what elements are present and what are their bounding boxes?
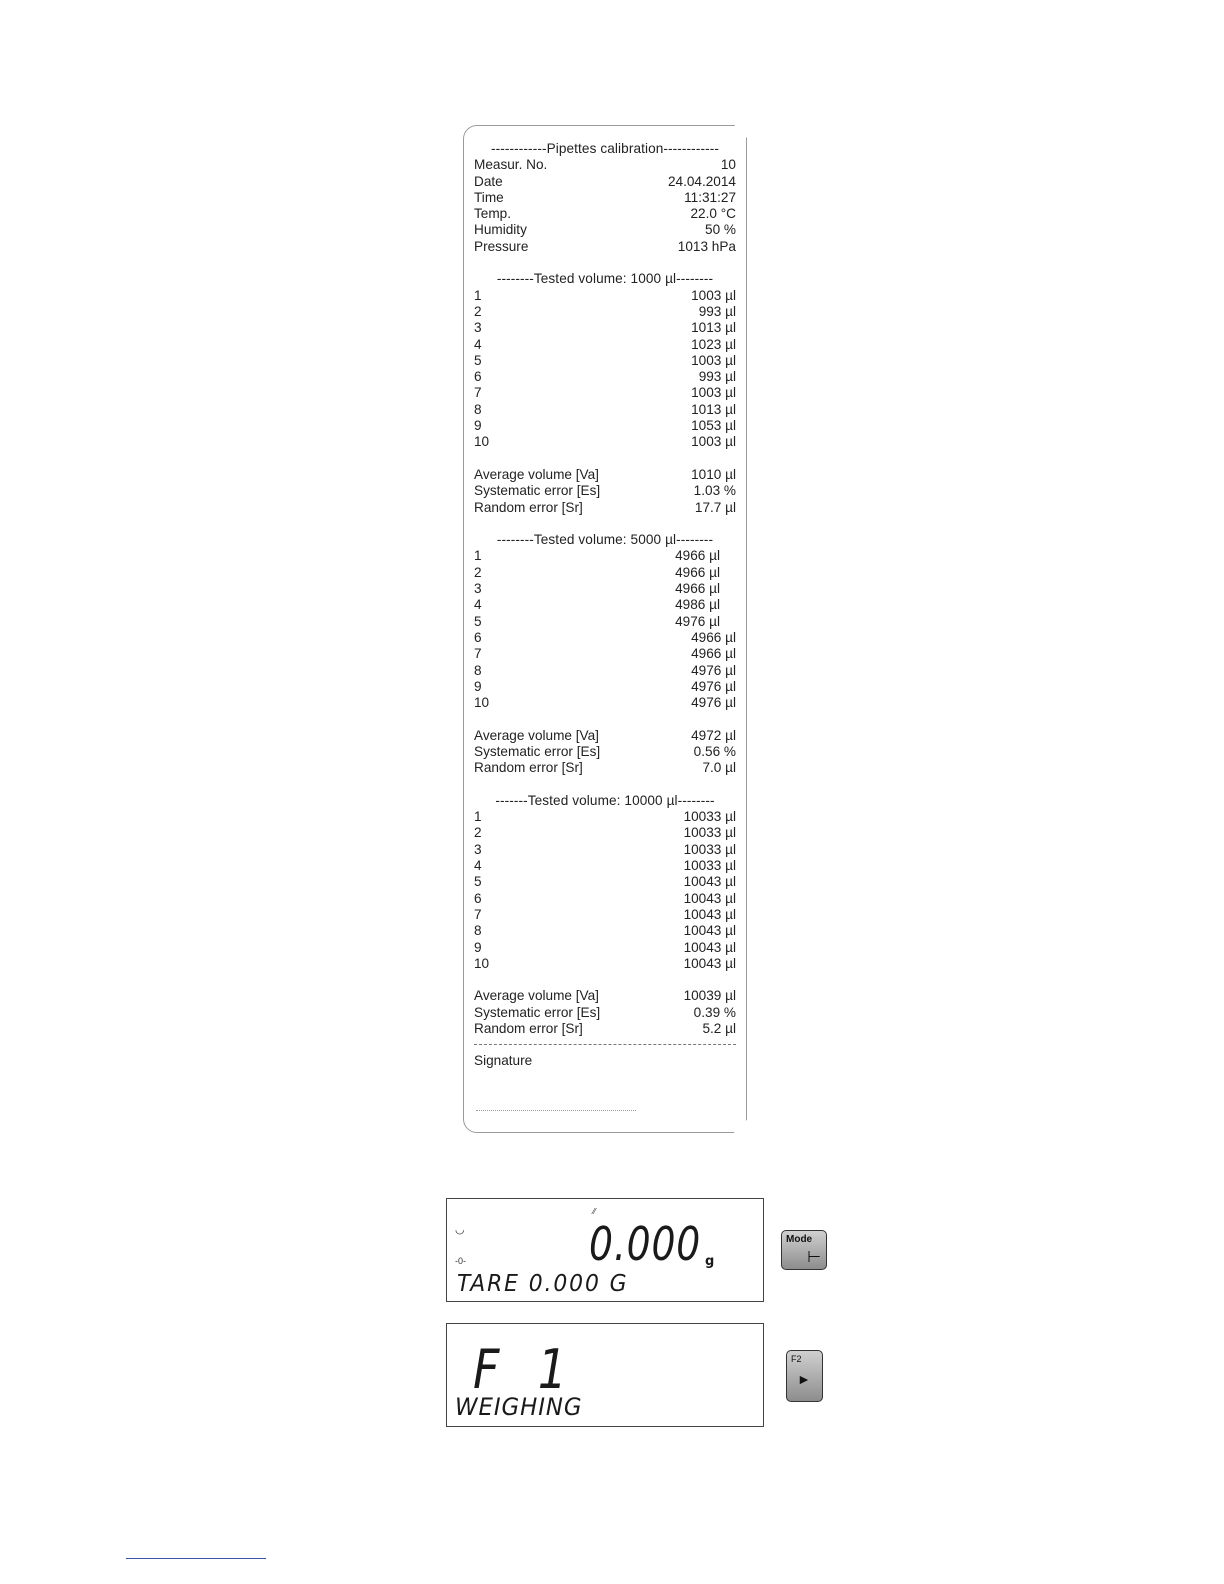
measurement-row-label: 3 (474, 320, 482, 336)
mode-button-label: Mode (786, 1234, 813, 1245)
measurement-row (474, 858, 736, 874)
measurement-row (474, 353, 736, 369)
summary-row (474, 1005, 736, 1021)
measurement-row (474, 630, 736, 646)
info-row (474, 174, 736, 190)
info-row (474, 239, 736, 255)
measurement-row (474, 825, 736, 841)
measurement-row (474, 923, 736, 939)
measurement-row (474, 940, 736, 956)
measurement-row-label: 3 (474, 581, 482, 597)
info-row-value: 1013 hPa (677, 238, 736, 254)
function-code: F 1 (473, 1338, 579, 1401)
summary-row-label: Random error [Sr] (474, 760, 583, 776)
measurement-row-value: 4976 µl (691, 662, 736, 678)
measurement-row-value: 1003 µl (691, 434, 736, 450)
measurement-row-label: 7 (474, 906, 482, 922)
measurement-row-value: 10043 µl (683, 890, 736, 906)
measurement-row-label: 5 (474, 352, 482, 368)
measurement-row-label: 7 (474, 385, 482, 401)
measurement-row-label: 10 (474, 695, 490, 711)
torn-corner-top (732, 124, 748, 138)
measurement-row-value: 1003 µl (691, 287, 736, 303)
measurement-row-value: 10043 µl (683, 874, 736, 890)
measurement-row-value: 1013 µl (691, 401, 736, 417)
printout-content (474, 141, 736, 1070)
measurement-row (474, 304, 736, 320)
info-block (474, 157, 736, 255)
measurement-row-value: 1003 µl (691, 352, 736, 368)
signature-label: Signature (474, 1053, 533, 1069)
measurement-row (474, 874, 736, 890)
summary-row-label: Systematic error [Es] (474, 743, 601, 759)
signature-line (476, 1110, 636, 1111)
printout-title: ------------Pipettes calibration------------ (491, 141, 719, 156)
measurement-row-label: 10 (474, 434, 490, 450)
measurement-row-label: 4 (474, 336, 482, 352)
summary-row-label: Random error [Sr] (474, 499, 583, 515)
torn-corner-bottom (732, 1120, 748, 1134)
mode-button[interactable] (781, 1230, 827, 1270)
measurement-row-label: 3 (474, 841, 482, 857)
measurement-row-label: 2 (474, 303, 482, 319)
measurement-row-value: 10043 µl (683, 923, 736, 939)
measurement-row (474, 842, 736, 858)
measurement-row-label: 7 (474, 646, 482, 662)
weight-reading: 0.000 (589, 1217, 702, 1271)
summary-row-label: Average volume [Va] (474, 988, 599, 1004)
volume-sections (474, 271, 736, 1037)
measurement-row-label: 1 (474, 809, 482, 825)
summary-row-value: 7.0 µl (702, 760, 736, 776)
measurement-row-value: 1023 µl (691, 336, 736, 352)
measurement-row-value: 4966 µl (691, 629, 736, 645)
measurement-row-label: 8 (474, 923, 482, 939)
tested-volume-header: --------Tested volume: 1000 µl-------- (496, 271, 714, 287)
measurement-row (474, 679, 736, 695)
summary-row (474, 744, 736, 760)
measurement-row-label: 4 (474, 858, 482, 874)
measurement-row-value: 1003 µl (691, 385, 736, 401)
measurement-row (474, 614, 736, 630)
measurement-row-label: 5 (474, 874, 482, 890)
measurement-row-label: 10 (474, 955, 490, 971)
measurement-row-label: 2 (474, 564, 482, 580)
measurement-row (474, 434, 736, 450)
measurement-row (474, 809, 736, 825)
measurement-row (474, 956, 736, 972)
measurement-row-label: 2 (474, 825, 482, 841)
measurement-row-label: 1 (474, 287, 482, 303)
measurement-row-value: 10033 µl (683, 841, 736, 857)
summary-row-label: Random error [Sr] (474, 1021, 583, 1037)
info-row-value: 24.04.2014 (667, 173, 736, 189)
lcd-display-function (446, 1323, 764, 1427)
range-indicator-icon: ⁄⁄ (593, 1207, 596, 1216)
info-row-label: Time (474, 189, 504, 205)
measurement-row (474, 663, 736, 679)
measurement-row (474, 695, 736, 711)
info-row-value: 50 % (705, 222, 736, 238)
measurement-row-label: 5 (474, 613, 482, 629)
measurement-row-label: 1 (474, 548, 482, 564)
measurement-row-label: 6 (474, 369, 482, 385)
measurement-row-value: 10033 µl (683, 809, 736, 825)
info-row-value: 10 (720, 157, 736, 173)
measurement-row-label: 9 (474, 678, 482, 694)
measurement-row (474, 907, 736, 923)
measurement-row-label: 9 (474, 418, 482, 434)
lcd-display-tare (446, 1198, 764, 1302)
signature-separator (474, 1044, 736, 1045)
info-row (474, 222, 736, 238)
measurement-row (474, 891, 736, 907)
summary-row-value: 5.2 µl (702, 1021, 736, 1037)
summary-row (474, 483, 736, 499)
measurement-row-label: 8 (474, 662, 482, 678)
measurement-row-value: 10043 µl (683, 939, 736, 955)
measurement-row-value: 1013 µl (691, 320, 736, 336)
measurement-row-label: 6 (474, 890, 482, 906)
summary-row-value: 1.03 % (693, 483, 736, 499)
f2-button-label: F2 (791, 1354, 802, 1364)
zero-indicator: -0- (455, 1256, 466, 1266)
footnote-rule (126, 1558, 266, 1559)
measurement-row (474, 337, 736, 353)
measurement-row-value: 10033 µl (683, 858, 736, 874)
measurement-row (474, 402, 736, 418)
measurement-row-value: 4986 µl (675, 597, 720, 613)
stability-icon: ◡ (455, 1224, 465, 1236)
measurement-row-value: 10043 µl (683, 955, 736, 971)
measurement-row (474, 646, 736, 662)
tare-line: TARE 0.000 G (457, 1271, 629, 1297)
measurement-row (474, 385, 736, 401)
summary-row (474, 1021, 736, 1037)
summary-row-value: 17.7 µl (694, 499, 736, 515)
info-row (474, 206, 736, 222)
info-row-label: Date (474, 173, 503, 189)
menu-tree-icon: ⊢ (807, 1249, 821, 1266)
summary-row-value: 0.56 % (693, 743, 736, 759)
summary-row-label: Average volume [Va] (474, 466, 599, 482)
signature-row (474, 1053, 736, 1069)
info-row (474, 157, 736, 173)
summary-row-value: 10039 µl (683, 988, 736, 1004)
f2-button[interactable] (786, 1350, 823, 1402)
measurement-row-label: 9 (474, 939, 482, 955)
measurement-row (474, 418, 736, 434)
info-row-value: 11:31:27 (684, 189, 736, 205)
info-row-value: 22.0 °C (690, 206, 736, 222)
summary-row (474, 467, 736, 483)
tested-volume-header: -------Tested volume: 10000 µl-------- (495, 792, 715, 808)
measurement-row (474, 320, 736, 336)
right-arrow-icon: ► (797, 1371, 811, 1387)
measurement-row-value: 4966 µl (675, 564, 720, 580)
summary-row-value: 0.39 % (693, 1004, 736, 1020)
measurement-row-value: 993 µl (698, 303, 736, 319)
info-row-label: Measur. No. (474, 157, 548, 173)
info-row-label: Temp. (474, 206, 512, 222)
summary-row-value: 4972 µl (691, 727, 736, 743)
measurement-row-value: 10043 µl (683, 906, 736, 922)
tested-volume-header: --------Tested volume: 5000 µl-------- (496, 532, 714, 548)
info-row (474, 190, 736, 206)
function-name: WEIGHING (455, 1393, 583, 1421)
summary-row-label: Systematic error [Es] (474, 483, 601, 499)
info-row-label: Humidity (474, 222, 527, 238)
summary-row (474, 988, 736, 1004)
info-row-label: Pressure (474, 238, 529, 254)
measurement-row-value: 993 µl (698, 369, 736, 385)
weight-unit: g (705, 1254, 715, 1269)
measurement-row-label: 4 (474, 597, 482, 613)
measurement-row-value: 4976 µl (675, 613, 720, 629)
measurement-row (474, 548, 736, 564)
summary-row (474, 760, 736, 776)
summary-row-label: Systematic error [Es] (474, 1004, 601, 1020)
summary-row (474, 728, 736, 744)
measurement-row (474, 288, 736, 304)
measurement-row (474, 597, 736, 613)
measurement-row-label: 6 (474, 629, 482, 645)
measurement-row-value: 1053 µl (691, 418, 736, 434)
measurement-row-value: 4976 µl (691, 695, 736, 711)
measurement-row (474, 581, 736, 597)
measurement-row-label: 8 (474, 401, 482, 417)
measurement-row (474, 565, 736, 581)
measurement-row-value: 4966 µl (675, 548, 720, 564)
summary-row-value: 1010 µl (691, 466, 736, 482)
measurement-row-value: 4976 µl (691, 678, 736, 694)
measurement-row-value: 4966 µl (675, 581, 720, 597)
measurement-row (474, 369, 736, 385)
summary-row-label: Average volume [Va] (474, 727, 599, 743)
measurement-row-value: 4966 µl (691, 646, 736, 662)
summary-row (474, 500, 736, 516)
measurement-row-value: 10033 µl (683, 825, 736, 841)
